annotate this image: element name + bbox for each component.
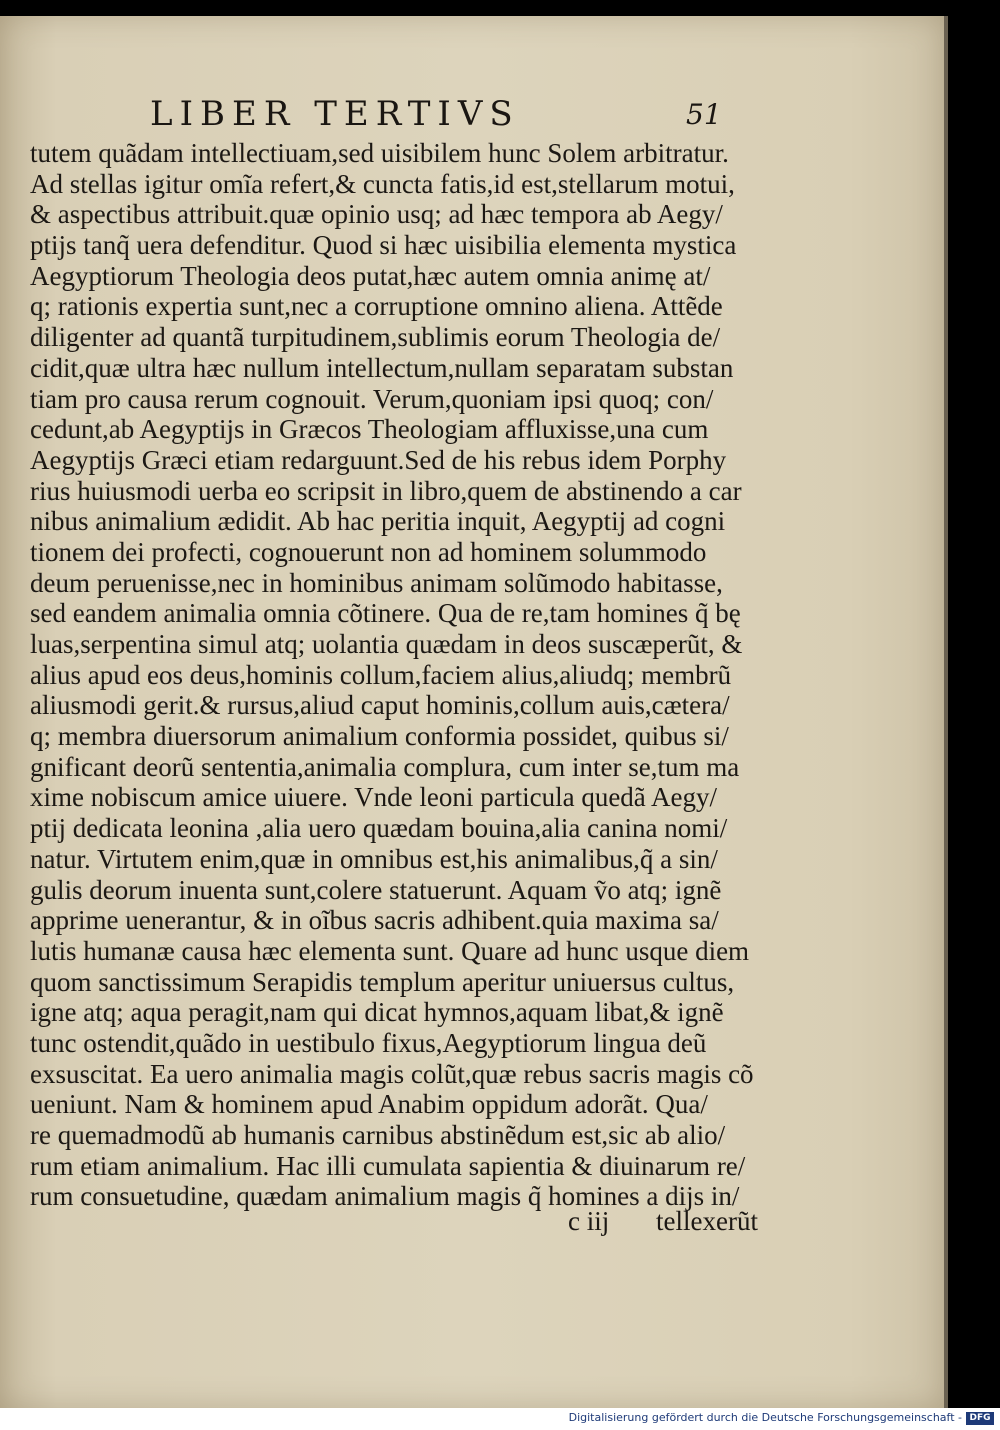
text-line: diligenter ad quantã turpitudinem,sublimis eorum Theologia de/ bbox=[30, 322, 721, 353]
body-text bbox=[30, 138, 770, 1212]
text-line: cidit,quæ ultra hæc nullum intellectum,nullam separatam substan bbox=[30, 352, 734, 383]
text-line: exsuscitat. Ea uero animalia magis colũt,quæ rebus sacris magis cõ bbox=[30, 1058, 754, 1089]
text-line: natur. Virtutem enim,quæ in omnibus est,his animalibus,q̃ a sin/ bbox=[30, 843, 718, 874]
text-line: & aspectibus attribuit.quæ opinio usq; ad hæc tempora ab Aegy/ bbox=[30, 199, 723, 230]
text-line: deum peruenisse,nec in hominibus animam solũmodo habitasse, bbox=[30, 567, 723, 598]
running-head: LIBER TERTIVS bbox=[150, 94, 520, 134]
text-line: rum consuetudine, quædam animalium magis q̃ homines a dijs in/ bbox=[30, 1181, 740, 1212]
text-line: q; membra diuersorum animalium conformia possidet, quibus si/ bbox=[30, 721, 729, 752]
text-line: igne atq; aqua peragit,nam qui dicat hymnos,aquam libat,& ignẽ bbox=[30, 997, 724, 1028]
footer-bar bbox=[0, 1408, 1000, 1430]
text-line: luas,serpentina simul atq; uolantia quædam in deos suscæperũt, & bbox=[30, 629, 743, 659]
text-line: quom sanctissimum Serapidis templum aperitur uniuersus cultus, bbox=[30, 966, 735, 997]
text-line: xime nobiscum amice uiuere. Vnde leoni particula quedã Aegy/ bbox=[30, 782, 718, 813]
text-line: rum etiam animalium. Hac illi cumulata sapientia & diuinarum re/ bbox=[30, 1150, 746, 1181]
text-line: aliusmodi gerit.& rursus,aliud caput hominis,collum auis,cætera/ bbox=[30, 690, 730, 721]
text-line: Aegyptijs Græci etiam redarguunt.Sed de his rebus idem Porphy bbox=[30, 444, 727, 475]
text-line: tionem dei profecti, cognouerunt non ad hominem solummodo bbox=[30, 536, 707, 567]
text-line: Ad stellas igitur omĩa refert,& cuncta fatis,id est,stellarum motui, bbox=[30, 168, 735, 199]
signature-mark: c iij bbox=[568, 1206, 610, 1236]
page-number: 51 bbox=[686, 98, 722, 131]
text-line: Aegyptiorum Theologia deos putat,hæc autem omnia animę at/ bbox=[30, 260, 711, 291]
text-line: lutis humanæ causa hæc elementa sunt. Quare ad hunc usque diem bbox=[30, 935, 750, 966]
text-line: nibus animalium ædidit. Ab hac peritia inquit, Aegyptij ad cogni bbox=[30, 506, 726, 537]
text-line: gnificant deorũ sententia,animalia complura, cum inter se,tum ma bbox=[30, 751, 740, 782]
text-line: apprime uenerantur, & in oĩbus sacris adhibent.quia maxima sa/ bbox=[30, 905, 719, 936]
text-line: tutem quãdam intellectiuam,sed uisibilem hunc Solem arbitratur. bbox=[30, 138, 729, 168]
catchword: tellexerũt bbox=[656, 1206, 758, 1236]
text-line: ueniunt. Nam & hominem apud Anabim oppidum adorãt. Qua/ bbox=[30, 1089, 708, 1120]
text-line: re quemadmodũ ab humanis carnibus abstinẽdum est,sic ab alio/ bbox=[30, 1120, 726, 1150]
text-line: ptij dedicata leonina ,alia uero quædam bouina,alia canina nomi/ bbox=[30, 813, 728, 844]
text-line: ptijs tanq̃ uera defenditur. Quod si hæc uisibilia elementa mystica bbox=[30, 230, 737, 261]
funding-credit: Digitalisierung gefördert durch die Deutsche Forschungsgemeinschaft - bbox=[568, 1411, 962, 1424]
text-line: cedunt,ab Aegyptijs in Græcos Theologiam affluxisse,una cum bbox=[30, 414, 709, 445]
text-line: tunc ostendit,quãdo in uestibulo fixus,Aegyptiorum lingua deũ bbox=[30, 1027, 707, 1058]
text-line: rius huiusmodi uerba eo scripsit in libro,quem de abstinendo a car bbox=[30, 475, 742, 506]
text-line: gulis deorum inuenta sunt,colere statuerunt. Aquam ṽo atq; ignẽ bbox=[30, 874, 722, 905]
book-page bbox=[0, 16, 944, 1408]
dfg-logo: DFG bbox=[966, 1412, 994, 1425]
text-line: q; rationis expertia sunt,nec a corruptione omnino aliena. Attẽde bbox=[30, 291, 723, 322]
page-edge bbox=[944, 16, 948, 1408]
catch-line bbox=[568, 1206, 768, 1237]
text-line: tiam pro causa rerum cognouit. Verum,quoniam ipsi quoq; con/ bbox=[30, 383, 714, 414]
text-line: sed eandem animalia omnia cõtinere. Qua de re,tam homines q̃ bę bbox=[30, 598, 741, 629]
text-line: alius apud eos deus,hominis collum,faciem alius,aliudq; membrũ bbox=[30, 659, 732, 690]
